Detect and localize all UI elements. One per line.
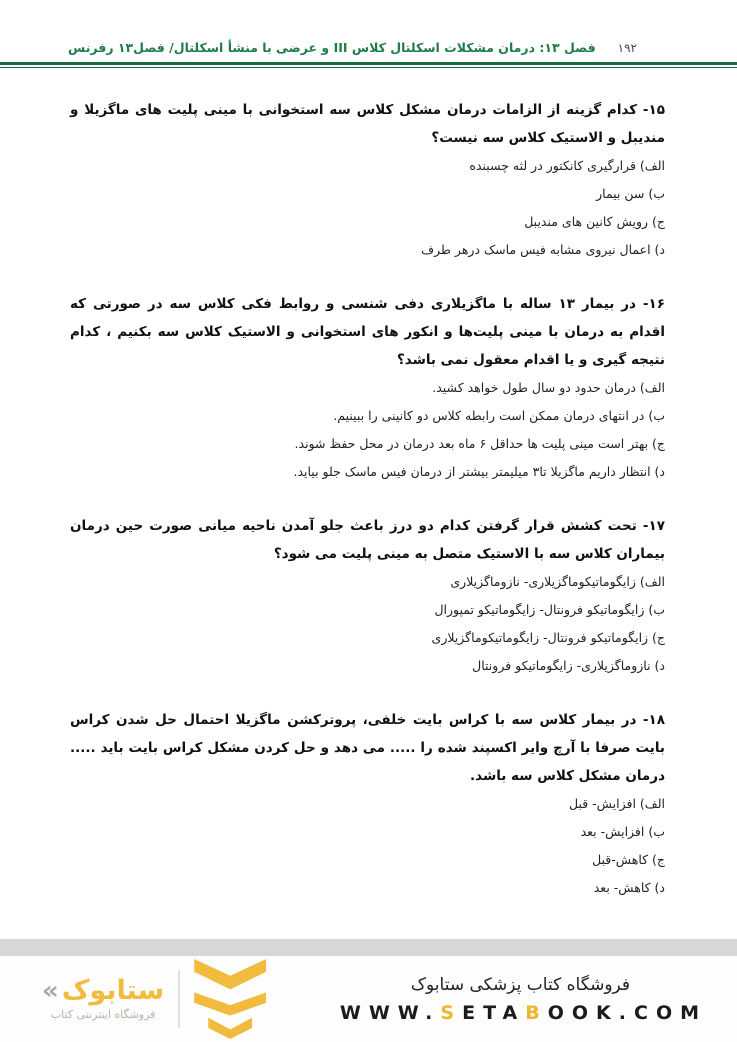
footer-text-block: [332, 975, 707, 1024]
question-option-d: د) کاهش- بعد: [593, 880, 665, 895]
question-option-b: ب) در انتهای درمان ممکن است رابطه کلاس دو کانینی را ببینیم.: [333, 408, 665, 423]
url-segment: ETA: [462, 1001, 526, 1024]
questions-area: [0, 68, 737, 902]
question-option-c: ج) رویش کانین های مندیبل: [524, 214, 665, 229]
question-17: [70, 512, 665, 680]
question-option-d: د) انتظار داریم ماگزیلا تا۳ میلیمتر بیشتر از درمان فیس ماسک جلو بیاید.: [293, 464, 665, 479]
guillemet-icon: «: [42, 975, 59, 1006]
header-row: [0, 0, 737, 62]
logo-divider: [178, 970, 180, 1028]
chevron-bottom: [208, 1018, 252, 1039]
site-url: [340, 1002, 707, 1024]
question-option-c: ج) بهتر است مینی پلیت ها حداقل ۶ ماه بعد درمان در محل حفظ شوند.: [294, 436, 665, 451]
page-number: ۱۹۲: [617, 41, 637, 55]
question-option-a: الف) زایگوماتیکوماگزیلاری- نازوماگزیلاری: [450, 574, 665, 589]
logo-wordmark-block: [42, 977, 164, 1021]
question-option-a: الف) قرارگیری کانکتور در لثه چسبنده: [469, 158, 665, 173]
chapter-title: فصل ۱۳: درمان مشکلات اسکلتال کلاس III و عرضی با منشأ اسکلتال/ فصل۱۳ رفرنس: [68, 40, 596, 55]
question-option-d: د) اعمال نیروی مشابه فیس ماسک درهر طرف: [421, 242, 665, 257]
question-stem: ۱۷- تحت کشش قرار گرفتن کدام دو درز باعث جلو آمدن ناحیه میانی صورت حین درمان بیماران کلاس سه با الاستیک متصل به مینی پلیت می شود؟: [70, 518, 665, 562]
question-16: [70, 290, 665, 486]
question-option-a: الف) درمان حدود دو سال طول خواهد کشید.: [432, 380, 665, 395]
page-header: [0, 0, 737, 68]
question-stem: ۱۸- در بیمار کلاس سه با کراس بایت خلفی، پروترکشن ماگزیلا احتمال حل شدن کراس بایت صرفا با آرچ وایر اکسپند شده را ..... می دهد و حل کردن مشکل کراس بایت باید ..... درمان مشکل کلاس سه باشد.: [70, 712, 665, 784]
question-option-b: ب) افزایش- بعد: [580, 824, 665, 839]
publisher-footer: [0, 939, 737, 1042]
url-segment: WWW.: [339, 1001, 441, 1024]
footer-body: [0, 956, 737, 1042]
url-segment-yellow-s: S: [440, 1001, 463, 1024]
url-segment: OOK.COM: [547, 1001, 707, 1024]
chevron-top: [194, 959, 266, 989]
question-15: [70, 96, 665, 264]
question-option-d: د) نازوماگزیلاری- زایگوماتیکو فرونتال: [472, 658, 665, 673]
question-option-a: الف) افزایش- قبل: [568, 796, 665, 811]
question-18: [70, 706, 665, 902]
store-name: فروشگاه کتاب پزشکی ستابوک: [410, 974, 631, 995]
setabook-logo: [42, 959, 266, 1039]
logo-subtitle: فروشگاه اینترنتی کتاب: [50, 1008, 156, 1021]
url-segment-yellow-b: B: [525, 1001, 548, 1024]
footer-gray-band: [0, 939, 737, 956]
question-stem: ۱۶- در بیمار ۱۳ ساله با ماگزیلاری دفی شنسی و روابط فکی کلاس سه در صورتی که اقدام به درمان با مینی پلیت‌ها و انکور های استخوانی و الاستیک کلاس سه بکنیم ، کدام نتیجه گیری و یا اقدام معقول نمی باشد؟: [70, 296, 665, 368]
logo-wordmark-row: [42, 977, 164, 1004]
question-stem: ۱۵- کدام گزینه از الزامات درمان مشکل کلاس سه استخوانی با مینی پلیت های ماگزیلا و مندیبل و الاستیک کلاس سه نیست؟: [70, 102, 665, 146]
chevron-emblem-icon: [194, 959, 266, 1039]
question-option-c: ج) کاهش-قبل: [592, 852, 665, 867]
chevron-middle: [194, 992, 266, 1015]
question-option-b: ب) زایگوماتیکو فرونتال- زایگوماتیکو تمپورال: [434, 602, 665, 617]
question-option-b: ب) سن بیمار: [596, 186, 665, 201]
question-option-c: ج) زایگوماتیکو فرونتال- زایگوماتیکوماگزیلاری: [431, 630, 665, 645]
logo-wordmark: ستابوک: [61, 975, 165, 1006]
